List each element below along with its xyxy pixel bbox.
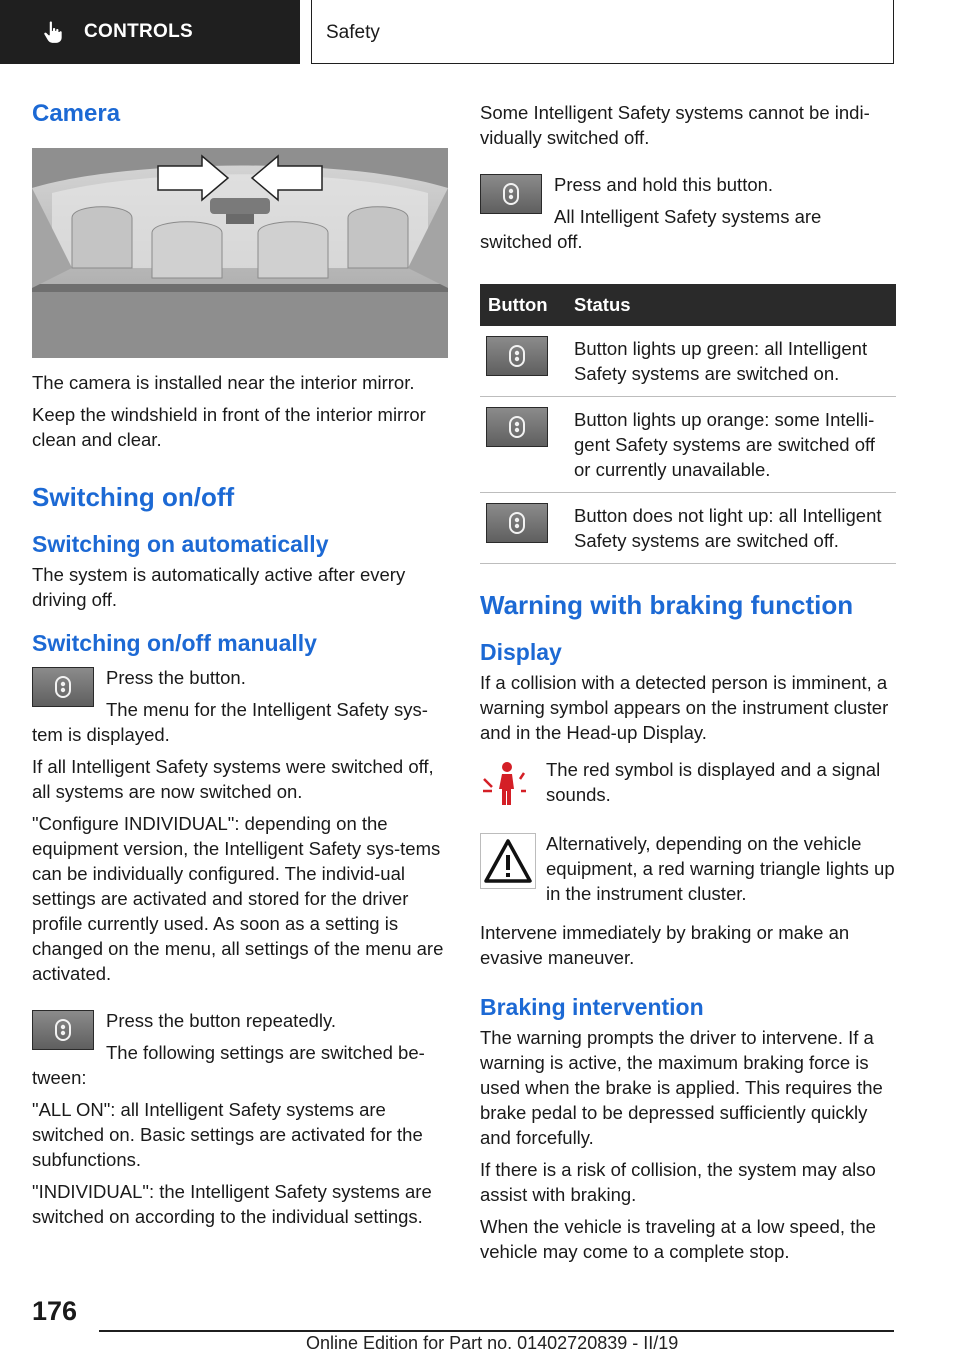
table-header-button: Button <box>480 284 566 326</box>
intelligent-safety-button-icon <box>32 1010 94 1050</box>
camera-paragraph-1: The camera is installed near the interior mirror. <box>32 372 415 393</box>
table-cell-status: Button lights up orange: some Intelli-gent Safety systems are switched off or currently unavailable. <box>566 397 896 493</box>
manual-heading: Switching on/off manually <box>32 630 317 656</box>
red-symbol-text: The red symbol is displayed and a signal sounds. <box>546 759 881 805</box>
auto-heading: Switching on automatically <box>32 531 329 557</box>
table-row <box>480 326 896 397</box>
button-off-icon <box>486 503 548 543</box>
car-interior-illustration <box>32 148 448 358</box>
hold-button-instruction <box>480 172 896 229</box>
section-tab <box>0 0 300 64</box>
braking-heading: Braking intervention <box>480 994 704 1020</box>
intervene-paragraph: Intervene immediately by braking or make an evasive maneuver. <box>480 922 850 968</box>
manual-btn-text-1: Press the button. <box>106 667 246 688</box>
edition-text: Online Edition for Part no. 01402720839 - II/19 <box>306 1333 679 1353</box>
table-cell-icon <box>480 326 566 397</box>
interior-camera-photo <box>32 148 448 358</box>
left-column <box>32 100 448 1229</box>
intelligent-safety-button-icon <box>480 174 542 214</box>
camera-heading: Camera <box>32 100 121 127</box>
table-cell-status: Button lights up green: all Intelligent Safety systems are switched on. <box>566 326 896 397</box>
button-orange-icon <box>486 407 548 447</box>
page-header <box>0 0 960 66</box>
button-status-table <box>480 284 896 564</box>
manual-paragraph-3: If all Intelligent Safety systems were switched off, all systems are now switched on. <box>32 756 434 802</box>
table-cell-icon <box>480 493 566 564</box>
repeat-btn-text-1: Press the button repeatedly. <box>106 1010 337 1031</box>
section-title: Safety <box>326 22 380 43</box>
allon-paragraph: "ALL ON": all Intelligent Safety systems are switched on. Basic settings are activated for the subfunctions. <box>32 1099 423 1170</box>
page-number: 176 <box>32 1296 78 1326</box>
braking-paragraph-3: When the vehicle is traveling at a low speed, the vehicle may come to a complete stop. <box>480 1216 876 1262</box>
repeat-btn-text-2a: The following settings are switched be- <box>106 1042 425 1063</box>
individual-paragraph: "INDIVIDUAL": the Intelligent Safety systems are switched on according to the individual settings. <box>32 1181 432 1227</box>
triangle-text: Alternatively, depending on the vehicle equipment, a red warning triangle lights up in the instrument cluster. <box>546 833 895 904</box>
repeat-button-instruction <box>32 1008 448 1065</box>
hold-btn-text-2a: All Intelligent Safety systems are <box>554 206 822 227</box>
manual-btn-text-2b: tem is displayed. <box>32 724 170 745</box>
triangle-instruction <box>480 831 896 906</box>
manual-btn-text-2a: The menu for the Intelligent Safety sys- <box>106 699 428 720</box>
repeat-btn-text-2b: tween: <box>32 1067 87 1088</box>
intro-paragraph: Some Intelligent Safety systems cannot be indi-vidually switched off. <box>480 102 870 148</box>
warning-triangle-icon <box>480 833 536 889</box>
display-heading: Display <box>480 639 562 665</box>
pedestrian-warning-icon <box>480 757 528 809</box>
table-header-row <box>480 284 896 326</box>
section-tab-label: CONTROLS <box>84 21 194 42</box>
switching-heading: Switching on/off <box>32 482 235 512</box>
section-title-box <box>311 0 894 64</box>
table-cell-icon <box>480 397 566 493</box>
camera-paragraph-2: Keep the windshield in front of the interior mirror clean and clear. <box>32 404 426 450</box>
red-symbol-instruction <box>480 757 896 817</box>
intelligent-safety-button-icon <box>32 667 94 707</box>
table-header-status: Status <box>566 284 896 326</box>
auto-paragraph: The system is automatically active after every driving off. <box>32 564 406 610</box>
warning-heading: Warning with braking function <box>480 590 854 620</box>
hand-pointer-icon <box>40 19 66 45</box>
manual-button-instruction <box>32 665 448 722</box>
display-paragraph: If a collision with a detected person is imminent, a warning symbol appears on the instrument cluster and in the Head-up Display. <box>480 672 889 743</box>
hold-btn-text-1: Press and hold this button. <box>554 174 774 195</box>
button-green-icon <box>486 336 548 376</box>
right-column <box>480 100 896 1264</box>
footer-divider <box>99 1330 894 1332</box>
manual-paragraph-4: "Configure INDIVIDUAL": depending on the equipment version, the Intelligent Safety sys-tems can be individually configured. The individ-ual settings are activated and stored for the driver profile currently used. As soon as a setting is changed on the menu, all settings of the menu are activated. <box>32 813 444 984</box>
braking-paragraph-2: If there is a risk of collision, the system may also assist with braking. <box>480 1159 876 1205</box>
table-row <box>480 397 896 493</box>
braking-paragraph-1: The warning prompts the driver to intervene. If a warning is active, the maximum braking force is used when the brake is applied. This requires the brake pedal to be depressed sufficiently quickly and forcefully. <box>480 1027 883 1148</box>
hold-btn-text-2b: switched off. <box>480 231 583 252</box>
table-row <box>480 493 896 564</box>
table-cell-status: Button does not light up: all Intelligent Safety systems are switched off. <box>566 493 896 564</box>
